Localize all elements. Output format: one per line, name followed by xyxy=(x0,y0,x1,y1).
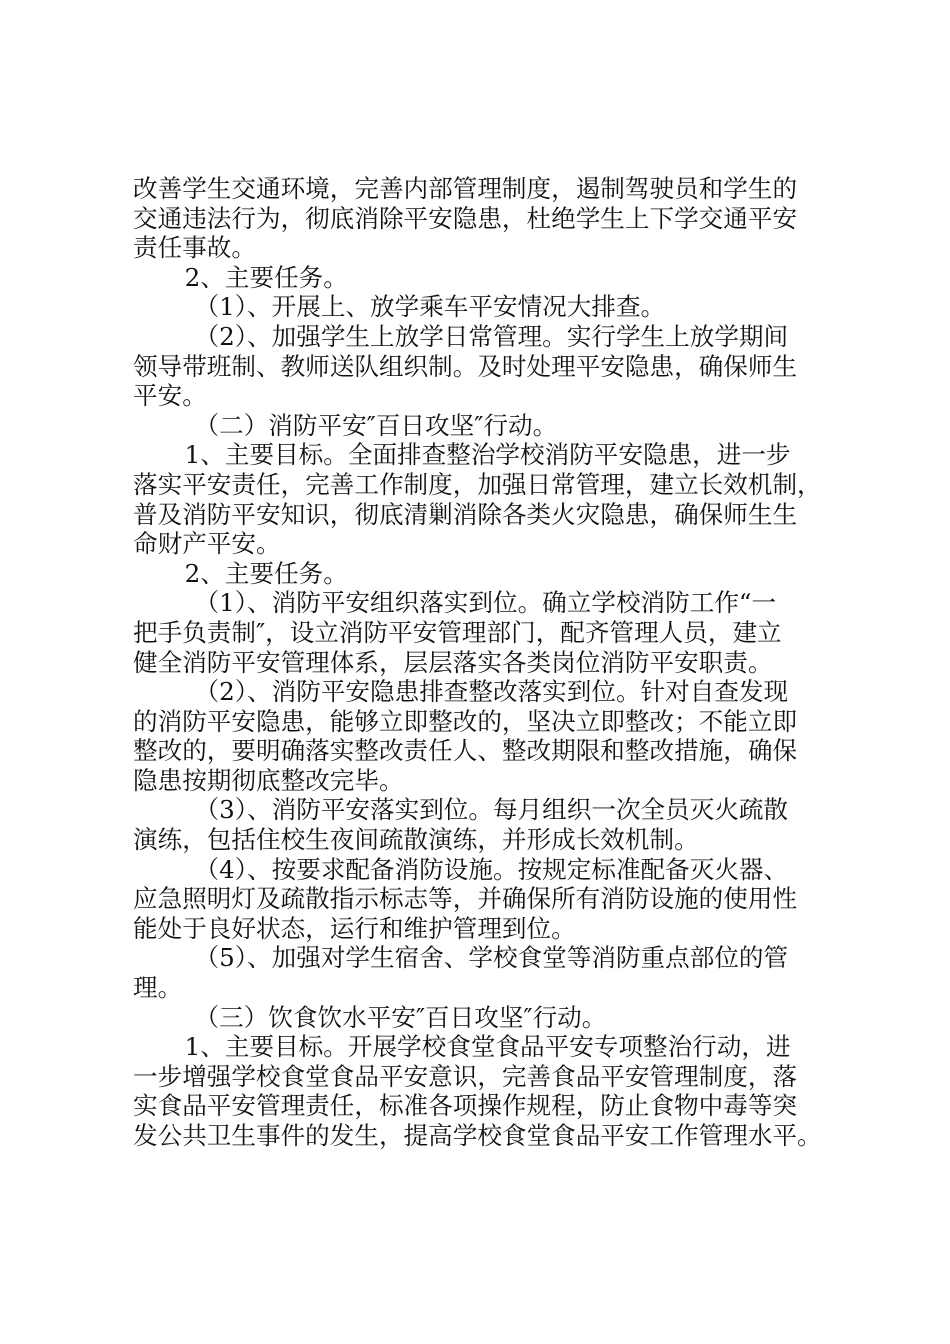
text-line: （2）、消防平安隐患排查整改落实到位。针对自查发现 xyxy=(194,677,789,707)
text-line: 隐患按期彻底整改完毕。 xyxy=(133,765,404,795)
heading-fire-tasks xyxy=(133,559,833,589)
text-line: 应急照明灯及疏散指示标志等，并确保所有消防设施的使用性 xyxy=(133,884,798,914)
text-line: 健全消防平安管理体系，层层落实各类岗位消防平安职责。 xyxy=(133,647,773,677)
text-line: 责任事故。 xyxy=(133,233,256,263)
paragraph-task-2 xyxy=(133,322,833,411)
text-line: 实食品平安管理责任，标准各项操作规程，防止食物中毒等突 xyxy=(133,1091,798,1121)
text-line: 的消防平安隐患，能够立即整改的，坚决立即整改；不能立即 xyxy=(133,706,798,736)
text-line: （3）、消防平安落实到位。每月组织一次全员灭火疏散 xyxy=(194,795,789,825)
text-line: （1）、消防平安组织落实到位。确立学校消防工作“一 xyxy=(194,588,777,618)
paragraph-traffic-goal-continued xyxy=(133,174,833,263)
text-line: 领导带班制、教师送队组织制。及时处理平安隐患，确保师生 xyxy=(133,351,798,381)
heading-main-tasks xyxy=(133,263,833,293)
text-line: 2、主要任务。 xyxy=(184,262,348,292)
text-line: 普及消防平安知识，彻底清剿消除各类火灾隐患，确保师生生 xyxy=(133,499,798,529)
paragraph-fire-task-3 xyxy=(133,795,833,854)
section-heading-food-safety xyxy=(133,1003,833,1033)
text-line: 1、主要目标。全面排查整治学校消防平安隐患，进一步 xyxy=(184,440,791,470)
text-line: 交通违法行为，彻底消除平安隐患，杜绝学生上下学交通平安 xyxy=(133,203,798,233)
paragraph-fire-goal xyxy=(133,440,833,558)
paragraph-fire-task-5 xyxy=(133,943,833,1002)
text-line: 把手负责制″，设立消防平安管理部门，配齐管理人员，建立 xyxy=(133,617,782,647)
section-heading-fire-safety xyxy=(133,411,833,441)
text-line: 命财产平安。 xyxy=(133,529,281,559)
text-line: 能处于良好状态，运行和维护管理到位。 xyxy=(133,913,576,943)
paragraph-fire-task-2 xyxy=(133,677,833,795)
text-line: 落实平安责任，完善工作制度，加强日常管理，建立长效机制， xyxy=(133,469,822,499)
text-line: 理。 xyxy=(133,973,183,1003)
text-line: （三）饮食饮水平安″百日攻坚″行动。 xyxy=(194,1002,607,1032)
paragraph-task-1 xyxy=(133,292,833,322)
text-line: 一步增强学校食堂食品平安意识，完善食品平安管理制度，落 xyxy=(133,1061,798,1091)
text-line: 演练，包括住校生夜间疏散演练，并形成长效机制。 xyxy=(133,825,699,855)
text-line: （1）、开展上、放学乘车平安情况大排查。 xyxy=(194,292,666,322)
text-line: 平安。 xyxy=(133,381,207,411)
paragraph-fire-task-1 xyxy=(133,588,833,677)
text-line: （2）、加强学生上放学日常管理。实行学生上放学期间 xyxy=(194,321,789,351)
text-line: 发公共卫生事件的发生，提高学校食堂食品平安工作管理水平。 xyxy=(133,1121,822,1150)
text-line: 2、主要任务。 xyxy=(184,558,348,588)
text-line: 1、主要目标。开展学校食堂食品平安专项整治行动，进 xyxy=(184,1032,791,1062)
text-line: （4）、按要求配备消防设施。按规定标准配备灭火器、 xyxy=(194,854,789,884)
text-line: 改善学生交通环境，完善内部管理制度，遏制驾驶员和学生的 xyxy=(133,174,798,203)
text-line: （5）、加强对学生宿舍、学校食堂等消防重点部位的管 xyxy=(194,943,789,973)
paragraph-food-goal xyxy=(133,1032,833,1150)
text-line: 整改的，要明确落实整改责任人、整改期限和整改措施，确保 xyxy=(133,736,798,766)
document-body xyxy=(133,174,833,1151)
text-line: （二）消防平安″百日攻坚″行动。 xyxy=(194,410,558,440)
paragraph-fire-task-4 xyxy=(133,855,833,944)
